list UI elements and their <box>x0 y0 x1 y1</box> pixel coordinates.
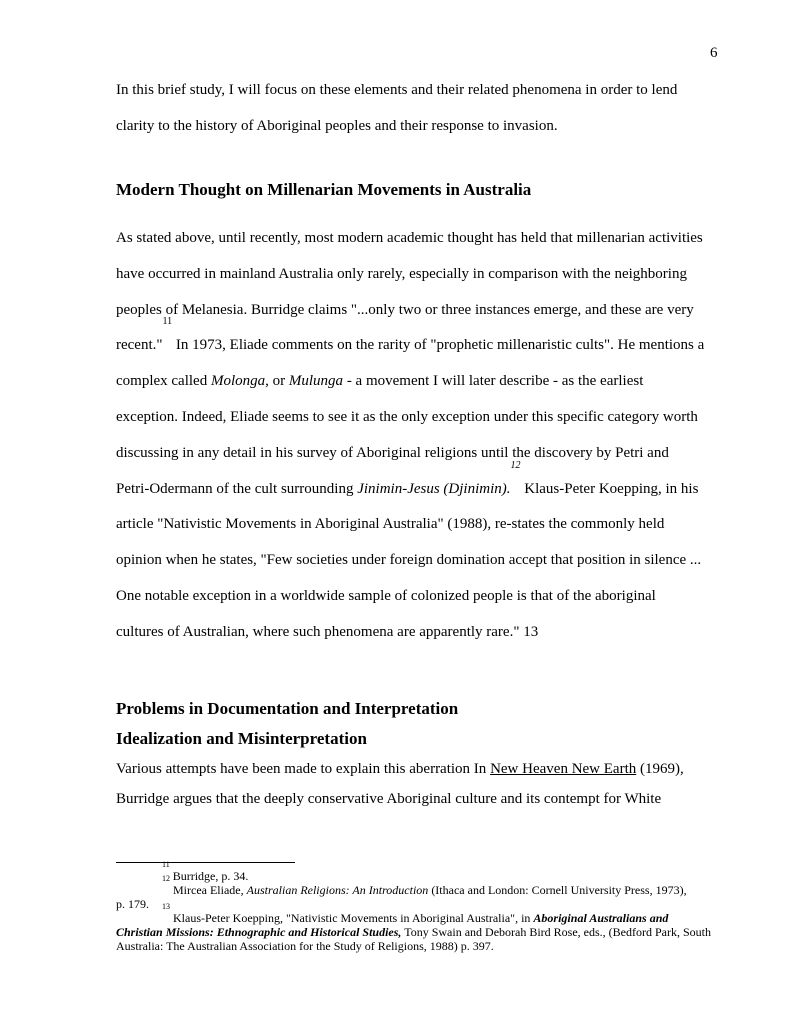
italic-term: Mulunga <box>288 373 344 390</box>
footnote-ref-11: 11 <box>162 316 173 328</box>
text-run: Various attempts have been made to explain this aberration In <box>116 761 491 777</box>
footnote-italic: Australian Religions: An Introduction <box>246 883 429 897</box>
footnote-11 <box>116 860 726 883</box>
footnote-text: Tony Swain and Deborah Bird Rose, eds., (Bedford Park, South <box>401 925 711 939</box>
text-line <box>116 316 736 364</box>
footnote-text: Burridge, p. 34. <box>169 869 249 883</box>
text-run: recent." <box>116 337 163 354</box>
footnote-text: Klaus-Peter Koepping, "Nativistic Movements in Aboriginal Australia", in <box>170 911 534 925</box>
footnote-italic: Christian Missions: Ethnographic and Historical Studies, <box>116 925 402 939</box>
footnote-13-continued <box>116 925 726 939</box>
footnote-ref-12 <box>511 460 521 471</box>
text-run: Klaus-Peter Koepping, in his <box>520 480 699 497</box>
text-run: or <box>268 373 289 390</box>
millenarian-paragraph <box>116 221 736 651</box>
text-line: As stated above, until recently, most modern academic thought has held that millenarian activities <box>116 230 703 246</box>
footnotes <box>116 860 726 953</box>
text-line: opinion when he states, "Few societies under foreign domination accept that position in silence ... <box>116 552 702 569</box>
footnote-italic: Aboriginal Australians and <box>533 911 669 925</box>
section-heading-documentation: Problems in Documentation and Interpretation <box>116 699 459 718</box>
text-line <box>116 754 736 784</box>
section-heading-idealization: Idealization and Misinterpretation <box>116 729 367 748</box>
text-line: In this brief study, I will focus on these elements and their related phenomena in order to lend <box>116 82 678 98</box>
footnote-text: (Ithaca and London: Cornell University Press, 1973), <box>428 883 687 897</box>
footnote-ref-12-num: 12 <box>510 459 521 471</box>
text-line: Burridge argues that the deeply conservative Aboriginal culture and its contempt for White <box>116 791 662 807</box>
footnote-text: Mircea Eliade, <box>170 883 247 897</box>
text-run: Petri-Odermann of the cult surrounding <box>116 480 358 497</box>
text-line <box>116 459 736 508</box>
text-line <box>116 364 736 400</box>
text-run: (1969), <box>636 761 684 777</box>
italic-term: Jinimin-Jesus (Djinimin). <box>357 480 511 497</box>
text-run: complex called <box>116 373 211 390</box>
intro-paragraph <box>116 73 736 145</box>
page-number: 6 <box>710 45 718 61</box>
footnote-13-continued: Australia: The Australian Association for the Study of Religions, 1988) p. 397. <box>116 939 494 953</box>
footnote-number: 13 <box>162 902 170 911</box>
text-line: discussing in any detail in his survey of Aboriginal religions until the discovery by Petri and <box>116 444 669 461</box>
italic-term: Molonga, <box>210 373 269 390</box>
footnote-12-continued: p. 179. <box>116 897 149 911</box>
footnote-number: 12 <box>162 874 170 883</box>
text-run: In 1973, Eliade comments on the rarity of "prophetic millenaristic cults". He mentions a <box>172 337 705 354</box>
text-line: exception. Indeed, Eliade seems to see it as the only exception under this specific category worth <box>116 408 698 425</box>
text-run: - a movement I will later describe - as the earliest <box>343 373 644 390</box>
text-line: One notable exception in a worldwide sample of colonized people is that of the aboriginal <box>116 587 656 604</box>
section-heading-millenarian: Modern Thought on Millenarian Movements in Australia <box>116 180 532 199</box>
footnote-separator <box>116 862 295 863</box>
text-line: have occurred in mainland Australia only rarely, especially in comparison with the neighboring <box>116 265 687 282</box>
text-line: peoples of Melanesia. Burridge claims "...only two or three instances emerge, and these are very <box>116 301 694 318</box>
text-line: clarity to the history of Aboriginal peoples and their response to invasion. <box>116 117 558 134</box>
text-line: article "Nativistic Movements in Aboriginal Australia" (1988), re-states the commonly held <box>116 516 665 533</box>
idealization-paragraph <box>116 754 736 814</box>
book-title-link: New Heaven New Earth <box>490 761 637 777</box>
footnote-number: 11 <box>162 860 170 869</box>
text-line: cultures of Australian, where such phenomena are apparently rare." 13 <box>116 623 539 640</box>
